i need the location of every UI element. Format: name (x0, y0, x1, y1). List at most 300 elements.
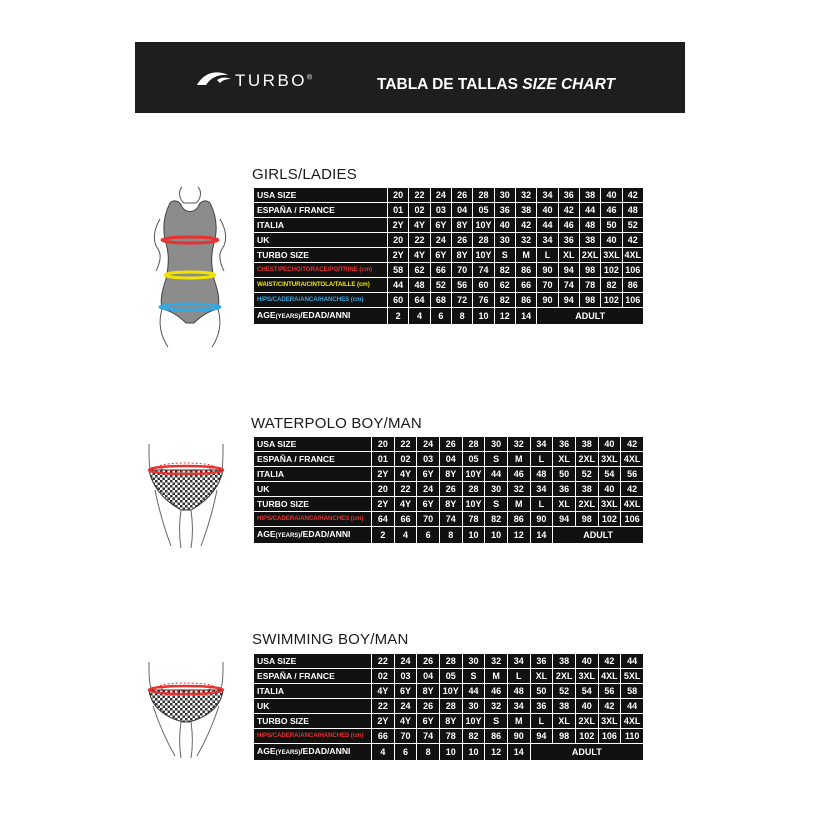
size-cell: L (530, 452, 553, 467)
size-cell: 44 (388, 278, 409, 293)
size-cell: 70 (537, 278, 558, 293)
size-cell: 10 (462, 744, 485, 761)
size-cell: 02 (409, 203, 430, 218)
row-label: CHEST/PECHO/TORACE/POITRINE (cm) (254, 263, 388, 278)
size-cell: 36 (530, 699, 553, 714)
size-cell: 4XL (621, 497, 644, 512)
size-cell: 40 (575, 699, 598, 714)
size-cell: XL (553, 497, 576, 512)
row-label: WAIST/CINTURA/CINTOLA/TAILLE (cm) (254, 278, 388, 293)
row-label: HIPS/CADERA/ANCA/HANCHES (cm) (254, 729, 372, 744)
size-cell: XL (553, 714, 576, 729)
size-cell: 24 (430, 188, 451, 203)
size-cell: 5XL (621, 669, 644, 684)
size-cell: 38 (575, 482, 598, 497)
size-cell: 26 (451, 188, 472, 203)
size-cell: 34 (507, 699, 530, 714)
size-cell: 05 (439, 669, 462, 684)
row-label: ITALIA (254, 467, 372, 482)
size-cell: 74 (439, 512, 462, 527)
size-cell: 40 (598, 437, 621, 452)
size-cell: 82 (494, 263, 515, 278)
size-cell: 2XL (575, 452, 598, 467)
size-cell: 28 (473, 188, 494, 203)
size-cell: 8 (451, 308, 472, 325)
size-cell: 46 (601, 203, 622, 218)
table-row (254, 482, 644, 497)
size-cell: 70 (451, 263, 472, 278)
size-cell: 6Y (417, 714, 440, 729)
size-cell: 4XL (621, 714, 644, 729)
size-cell: L (507, 669, 530, 684)
swimsuit-figure-illustration (148, 185, 232, 350)
size-cell: 36 (494, 203, 515, 218)
size-cell: 52 (575, 467, 598, 482)
size-cell: 94 (558, 293, 579, 308)
waterpolo-size-table (253, 436, 644, 544)
size-cell: 66 (372, 729, 395, 744)
size-cell: 36 (553, 482, 576, 497)
table-row (254, 512, 644, 527)
size-cell: 74 (473, 263, 494, 278)
size-cell: 48 (507, 684, 530, 699)
size-cell: 3XL (598, 452, 621, 467)
size-cell: 44 (537, 218, 558, 233)
size-cell: 106 (622, 293, 643, 308)
size-cell: 46 (507, 467, 530, 482)
size-cell: 2Y (388, 248, 409, 263)
size-cell: XL (553, 452, 576, 467)
size-cell: 3XL (598, 714, 621, 729)
size-cell: 4Y (394, 497, 417, 512)
row-label: AGE(YEARS)/EDAD/ANNI (254, 308, 388, 325)
size-cell: 60 (473, 278, 494, 293)
size-cell: 6 (417, 527, 440, 544)
size-cell: 98 (579, 293, 600, 308)
size-cell: 02 (372, 669, 395, 684)
adult-cell: ADULT (530, 744, 643, 761)
size-cell: 4XL (598, 669, 621, 684)
size-cell: 110 (621, 729, 644, 744)
size-cell: 42 (621, 482, 644, 497)
size-cell: 70 (394, 729, 417, 744)
table-row (254, 278, 644, 293)
size-cell: 106 (598, 729, 621, 744)
size-cell: 04 (417, 669, 440, 684)
row-label: USA SIZE (254, 437, 372, 452)
size-cell: 90 (537, 293, 558, 308)
size-cell: 2XL (553, 669, 576, 684)
size-cell: 34 (507, 654, 530, 669)
size-cell: 24 (417, 482, 440, 497)
size-cell: 34 (530, 482, 553, 497)
size-cell: 90 (507, 729, 530, 744)
size-cell: 28 (439, 654, 462, 669)
size-cell: 26 (417, 654, 440, 669)
size-cell: M (507, 714, 530, 729)
size-cell: 6Y (417, 497, 440, 512)
size-cell: 28 (473, 233, 494, 248)
size-cell: 8Y (439, 467, 462, 482)
size-cell: 28 (462, 437, 485, 452)
size-cell: 50 (553, 467, 576, 482)
size-cell: 30 (462, 654, 485, 669)
size-cell: XL (558, 248, 579, 263)
table-row (254, 203, 644, 218)
size-cell: 72 (451, 293, 472, 308)
size-cell: 01 (388, 203, 409, 218)
size-cell: 40 (601, 233, 622, 248)
size-cell: 4XL (621, 452, 644, 467)
size-cell: 42 (621, 437, 644, 452)
row-label: TURBO SIZE (254, 248, 388, 263)
swimming-size-table (253, 653, 644, 761)
size-cell: 32 (485, 699, 508, 714)
size-cell: 4XL (622, 248, 643, 263)
size-cell: 30 (485, 437, 508, 452)
size-cell: 66 (430, 263, 451, 278)
size-cell: 20 (372, 482, 395, 497)
size-cell: 22 (409, 233, 430, 248)
size-cell: 78 (462, 512, 485, 527)
size-cell: 34 (537, 188, 558, 203)
size-cell: 98 (553, 729, 576, 744)
size-cell: S (485, 497, 508, 512)
size-cell: 10Y (473, 218, 494, 233)
size-cell: 20 (372, 437, 395, 452)
size-cell: 98 (579, 263, 600, 278)
size-cell: L (530, 497, 553, 512)
size-cell: 3XL (601, 248, 622, 263)
table-row (254, 699, 644, 714)
size-cell: 98 (575, 512, 598, 527)
size-cell: 4Y (409, 218, 430, 233)
size-cell: 102 (601, 263, 622, 278)
section-title-swimming: SWIMMING BOY/MAN (252, 631, 409, 648)
size-cell: 6 (394, 744, 417, 761)
size-cell: 62 (409, 263, 430, 278)
size-cell: 64 (372, 512, 395, 527)
size-cell: 42 (598, 654, 621, 669)
size-cell: 32 (485, 654, 508, 669)
size-cell: 38 (515, 203, 536, 218)
size-cell: 44 (462, 684, 485, 699)
size-cell: 26 (439, 482, 462, 497)
size-cell: 28 (462, 482, 485, 497)
size-cell: 68 (430, 293, 451, 308)
size-cell: 42 (622, 233, 643, 248)
size-cell: 14 (530, 527, 553, 544)
size-cell: 38 (575, 437, 598, 452)
size-cell: 05 (473, 203, 494, 218)
size-cell: 38 (579, 233, 600, 248)
size-cell: 62 (494, 278, 515, 293)
size-cell: 4Y (394, 714, 417, 729)
size-cell: 26 (439, 437, 462, 452)
size-cell: 52 (430, 278, 451, 293)
size-cell: 86 (515, 263, 536, 278)
table-row (254, 188, 644, 203)
size-cell: 90 (530, 512, 553, 527)
size-cell: L (537, 248, 558, 263)
brand-name: TURBO® (235, 71, 313, 90)
size-cell: 56 (451, 278, 472, 293)
size-cell: 58 (388, 263, 409, 278)
size-cell: 48 (622, 203, 643, 218)
size-cell: 102 (598, 512, 621, 527)
size-cell: 32 (515, 188, 536, 203)
table-row (254, 714, 644, 729)
row-label: ESPAÑA / FRANCE (254, 203, 388, 218)
size-cell: 4 (394, 527, 417, 544)
size-cell: 74 (558, 278, 579, 293)
size-cell: 22 (394, 482, 417, 497)
size-cell: 6Y (394, 684, 417, 699)
size-cell: 4 (409, 308, 430, 325)
row-label: AGE(YEARS)/EDAD/ANNI (254, 527, 372, 544)
size-cell: 74 (417, 729, 440, 744)
size-cell: 2XL (575, 714, 598, 729)
size-cell: 26 (417, 699, 440, 714)
size-cell: 10Y (462, 497, 485, 512)
size-cell: 36 (553, 437, 576, 452)
size-cell: 2Y (372, 497, 395, 512)
size-cell: 86 (515, 293, 536, 308)
size-cell: 05 (462, 452, 485, 467)
size-cell: 2Y (388, 218, 409, 233)
row-label: ITALIA (254, 218, 388, 233)
size-cell: 86 (485, 729, 508, 744)
size-cell: 106 (622, 263, 643, 278)
size-cell: S (485, 714, 508, 729)
page-title: TABLA DE TALLAS SIZE CHART (377, 76, 615, 93)
size-cell: 78 (439, 729, 462, 744)
size-cell: 56 (598, 684, 621, 699)
size-cell: 102 (575, 729, 598, 744)
size-cell: 106 (621, 512, 644, 527)
size-cell: 64 (409, 293, 430, 308)
size-cell: 10 (439, 744, 462, 761)
size-cell: 3XL (598, 497, 621, 512)
size-cell: 34 (530, 437, 553, 452)
size-cell: 10Y (439, 684, 462, 699)
size-cell: 24 (394, 654, 417, 669)
size-cell: 2Y (372, 467, 395, 482)
size-cell: 03 (417, 452, 440, 467)
size-cell: M (507, 452, 530, 467)
girls-size-table (253, 187, 644, 325)
size-cell: 86 (622, 278, 643, 293)
size-cell: 78 (579, 278, 600, 293)
turbo-logo (197, 68, 327, 94)
section-title-girls: GIRLS/LADIES (252, 166, 357, 183)
header-banner (135, 42, 685, 113)
size-cell: 12 (494, 308, 515, 325)
size-cell: 2XL (579, 248, 600, 263)
size-cell: 50 (530, 684, 553, 699)
table-row (254, 308, 644, 325)
size-cell: 01 (372, 452, 395, 467)
size-cell: 36 (530, 654, 553, 669)
size-cell: 58 (621, 684, 644, 699)
size-cell: 38 (579, 188, 600, 203)
size-cell: 8Y (439, 714, 462, 729)
size-cell: 30 (494, 233, 515, 248)
size-cell: 10Y (462, 714, 485, 729)
size-cell: 82 (494, 293, 515, 308)
size-cell: 76 (473, 293, 494, 308)
size-cell: 42 (622, 188, 643, 203)
size-cell: 6Y (430, 248, 451, 263)
size-cell: 03 (430, 203, 451, 218)
size-cell: 32 (507, 437, 530, 452)
size-cell: 46 (485, 684, 508, 699)
size-cell: 12 (485, 744, 508, 761)
row-label: HIPS/CADERA/ANCA/HANCHES (cm) (254, 293, 388, 308)
size-cell: 6Y (417, 467, 440, 482)
table-row (254, 744, 644, 761)
size-cell: 03 (394, 669, 417, 684)
size-cell: 40 (537, 203, 558, 218)
size-cell: 36 (558, 233, 579, 248)
size-cell: 04 (451, 203, 472, 218)
size-cell: 14 (507, 744, 530, 761)
size-cell: 40 (598, 482, 621, 497)
size-cell: 2 (388, 308, 409, 325)
row-label: USA SIZE (254, 188, 388, 203)
size-cell: M (507, 497, 530, 512)
size-cell: 22 (372, 654, 395, 669)
size-cell: 40 (494, 218, 515, 233)
size-cell: 2 (372, 527, 395, 544)
table-row (254, 452, 644, 467)
size-cell: 4Y (372, 684, 395, 699)
size-cell: 66 (515, 278, 536, 293)
size-cell: M (485, 669, 508, 684)
size-cell: 48 (409, 278, 430, 293)
size-cell: 8Y (439, 497, 462, 512)
table-row (254, 218, 644, 233)
size-cell: 24 (417, 437, 440, 452)
size-cell: 40 (575, 654, 598, 669)
size-cell: 60 (388, 293, 409, 308)
size-cell: 10 (473, 308, 494, 325)
size-cell: 94 (553, 512, 576, 527)
size-cell: 94 (530, 729, 553, 744)
size-cell: 8 (439, 527, 462, 544)
size-cell: 36 (558, 188, 579, 203)
row-label: UK (254, 233, 388, 248)
size-cell: 82 (485, 512, 508, 527)
table-row (254, 527, 644, 544)
size-cell: 2Y (372, 714, 395, 729)
size-cell: 10 (485, 527, 508, 544)
table-row (254, 467, 644, 482)
row-label: HIPS/CADERA/ANCA/HANCHES (cm) (254, 512, 372, 527)
size-cell: 4 (372, 744, 395, 761)
size-cell: 6 (430, 308, 451, 325)
size-cell: 22 (409, 188, 430, 203)
size-cell: 48 (579, 218, 600, 233)
size-cell: 04 (439, 452, 462, 467)
size-cell: 50 (601, 218, 622, 233)
size-cell: 02 (394, 452, 417, 467)
adult-cell: ADULT (537, 308, 644, 325)
size-cell: 4Y (409, 248, 430, 263)
size-cell: 10Y (473, 248, 494, 263)
size-cell: 6Y (430, 218, 451, 233)
size-cell: 70 (417, 512, 440, 527)
row-label: UK (254, 482, 372, 497)
size-cell: 46 (558, 218, 579, 233)
size-cell: 20 (388, 188, 409, 203)
size-cell: 12 (507, 527, 530, 544)
table-row (254, 248, 644, 263)
size-cell: L (530, 714, 553, 729)
size-cell: 86 (507, 512, 530, 527)
table-row (254, 233, 644, 248)
size-cell: 42 (515, 218, 536, 233)
size-cell: S (485, 452, 508, 467)
waterpolo-brief-illustration (145, 440, 227, 550)
size-cell: 42 (598, 699, 621, 714)
size-cell: 3XL (575, 669, 598, 684)
size-cell: 38 (553, 699, 576, 714)
row-label: USA SIZE (254, 654, 372, 669)
size-cell: 8 (417, 744, 440, 761)
size-cell: 40 (601, 188, 622, 203)
size-cell: 24 (430, 233, 451, 248)
size-cell: 54 (575, 684, 598, 699)
size-cell: 44 (621, 699, 644, 714)
size-cell: 10Y (462, 467, 485, 482)
table-row (254, 497, 644, 512)
size-cell: 82 (462, 729, 485, 744)
size-cell: S (462, 669, 485, 684)
size-cell: 26 (451, 233, 472, 248)
row-label: TURBO SIZE (254, 497, 372, 512)
size-cell: 24 (394, 699, 417, 714)
table-row (254, 669, 644, 684)
size-cell: 32 (507, 482, 530, 497)
size-cell: 14 (515, 308, 536, 325)
table-row (254, 293, 644, 308)
swimming-brief-illustration (145, 658, 227, 768)
size-cell: 8Y (417, 684, 440, 699)
size-cell: 30 (462, 699, 485, 714)
row-label: ESPAÑA / FRANCE (254, 669, 372, 684)
size-cell: M (515, 248, 536, 263)
size-cell: 90 (537, 263, 558, 278)
size-cell: 48 (530, 467, 553, 482)
size-cell: 66 (394, 512, 417, 527)
size-cell: 20 (388, 233, 409, 248)
row-label: ESPAÑA / FRANCE (254, 452, 372, 467)
size-cell: 82 (601, 278, 622, 293)
size-cell: 42 (558, 203, 579, 218)
size-cell: 2XL (575, 497, 598, 512)
size-cell: 56 (621, 467, 644, 482)
row-label: ITALIA (254, 684, 372, 699)
size-cell: 38 (553, 654, 576, 669)
table-row (254, 654, 644, 669)
row-label: AGE(YEARS)/EDAD/ANNI (254, 744, 372, 761)
size-cell: 22 (394, 437, 417, 452)
section-title-waterpolo: WATERPOLO BOY/MAN (251, 415, 422, 432)
size-cell: S (494, 248, 515, 263)
row-label: UK (254, 699, 372, 714)
size-cell: 44 (579, 203, 600, 218)
